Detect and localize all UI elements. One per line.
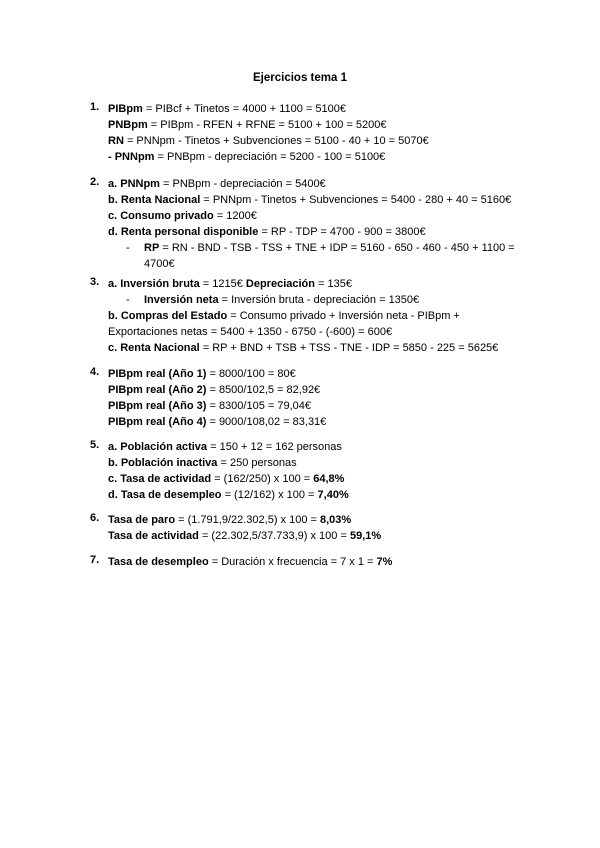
term-label: b. Compras del Estado	[108, 310, 228, 322]
formula-text: = 8500/102,5 = 82,92€	[206, 384, 321, 396]
term-label: a. Inversión bruta	[108, 278, 200, 290]
formula-text: = (1.791,9/22.302,5) x 100 =	[175, 514, 320, 526]
formula-text: = Duración x frecuencia = 7 x 1 =	[208, 556, 377, 568]
exercise-line	[108, 133, 548, 149]
term-label: c. Consumo privado	[108, 210, 214, 222]
exercise-line	[108, 256, 548, 272]
term-label: 7,40%	[317, 489, 349, 501]
term-label: d. Tasa de desempleo	[108, 489, 222, 501]
exercise-line	[108, 276, 548, 292]
term-label: PIBpm	[108, 103, 143, 115]
exercise-line	[108, 208, 548, 224]
exercise-number: 5.	[90, 439, 100, 451]
list-dash: -	[126, 242, 130, 254]
exercise-line	[108, 101, 548, 117]
exercise-line	[108, 382, 548, 398]
term-label: PIBpm real (Año 1)	[108, 368, 207, 380]
exercise-line	[108, 176, 548, 192]
term-label: d. Renta personal disponible	[108, 226, 259, 238]
exercise-line	[108, 292, 548, 308]
formula-text: = (12/162) x 100 =	[221, 489, 318, 501]
exercise-line	[108, 366, 548, 382]
term-label: 59,1%	[349, 530, 382, 542]
formula-text: = 9000/108,02 = 83,31€	[206, 416, 327, 428]
exercise-line	[108, 471, 548, 487]
formula-text: = Inversión bruta - depreciación = 1350€	[218, 294, 420, 306]
exercise-line	[108, 439, 548, 455]
term-label: PIBpm real (Año 4)	[108, 416, 207, 428]
list-dash: -	[126, 294, 130, 306]
exercise-line	[108, 414, 548, 430]
term-label: 7%	[376, 556, 393, 568]
term-label: b. Población inactiva	[108, 457, 218, 469]
term-label: c. Renta Nacional	[108, 342, 200, 354]
formula-text: = PIBcf + Tinetos = 4000 + 1100 = 5100€	[142, 103, 346, 115]
exercise-line	[108, 512, 548, 528]
formula-text: = RN - BND - TSB - TSS + TNE + IDP = 5160 - 650 - 460 - 450 + 1100 =	[159, 242, 515, 254]
formula-text: = (162/250) x 100 =	[211, 473, 314, 485]
formula-text: = 1215€	[199, 278, 246, 290]
exercise-line	[108, 324, 548, 340]
exercise-number: 7.	[90, 554, 100, 566]
formula-text: = PNBpm - depreciación = 5200 - 100 = 5100€	[154, 151, 386, 163]
exercise-line	[108, 192, 548, 208]
term-label: Inversión neta	[144, 294, 219, 306]
term-label: 8,03%	[320, 514, 352, 526]
formula-text: = Consumo privado + Inversión neta - PIBpm +	[227, 310, 460, 322]
exercise-number: 4.	[90, 366, 100, 378]
line-continuation: 4700€	[144, 258, 175, 270]
term-label: a. PNNpm	[108, 178, 160, 190]
exercise-line	[108, 487, 548, 503]
exercise-line	[108, 554, 548, 570]
exercise-line	[108, 308, 548, 324]
formula-text: = PNBpm - depreciación = 5400€	[159, 178, 326, 190]
term-label: RP	[144, 242, 160, 254]
exercise-line	[108, 455, 548, 471]
formula-text: = RP + BND + TSB + TSS - TNE - IDP = 5850 - 225 = 5625€	[199, 342, 499, 354]
formula-text: = 150 + 12 = 162 personas	[207, 441, 342, 453]
term-label: a. Población activa	[108, 441, 208, 453]
exercise-number: 6.	[90, 512, 100, 524]
term-label: Tasa de desempleo	[108, 556, 209, 568]
term-label: PNBpm	[108, 119, 148, 131]
term-label: - PNNpm	[108, 151, 155, 163]
formula-text: = 1200€	[213, 210, 257, 222]
term-label: c. Tasa de actividad	[108, 473, 212, 485]
formula-text: = 8300/105 = 79,04€	[206, 400, 312, 412]
formula-text: = 135€	[314, 278, 352, 290]
formula-text: Exportaciones netas = 5400 + 1350 - 6750 - (-600) = 600€	[108, 326, 393, 338]
exercise-line	[108, 398, 548, 414]
term-label: Tasa de actividad	[108, 530, 199, 542]
formula-text: = PIBpm - RFEN + RFNE = 5100 + 100 = 5200€	[147, 119, 387, 131]
exercise-number: 1.	[90, 101, 100, 113]
exercise-line	[108, 340, 548, 356]
exercise-line	[108, 240, 548, 256]
term-label: b. Renta Nacional	[108, 194, 201, 206]
term-label: PIBpm real (Año 3)	[108, 400, 207, 412]
exercise-line	[108, 149, 548, 165]
formula-text: = RP - TDP = 4700 - 900 = 3800€	[258, 226, 426, 238]
term-label: Depreciación	[245, 278, 315, 290]
formula-text: = (22.302,5/37.733,9) x 100 =	[198, 530, 350, 542]
exercise-number: 3.	[90, 276, 100, 288]
formula-text: = 250 personas	[217, 457, 297, 469]
formula-text: = PNNpm - Tinetos + Subvenciones = 5400 - 280 + 40 = 5160€	[200, 194, 512, 206]
exercise-line	[108, 224, 548, 240]
exercise-line	[108, 528, 548, 544]
term-label: 64,8%	[313, 473, 345, 485]
term-label: Tasa de paro	[108, 514, 176, 526]
term-label: PIBpm real (Año 2)	[108, 384, 207, 396]
page-title: Ejercicios tema 1	[253, 72, 347, 84]
term-label: RN	[108, 135, 124, 147]
exercise-line	[108, 117, 548, 133]
formula-text: = 8000/100 = 80€	[206, 368, 296, 380]
exercise-number: 2.	[90, 176, 100, 188]
formula-text: = PNNpm - Tinetos + Subvenciones = 5100 - 40 + 10 = 5070€	[123, 135, 429, 147]
